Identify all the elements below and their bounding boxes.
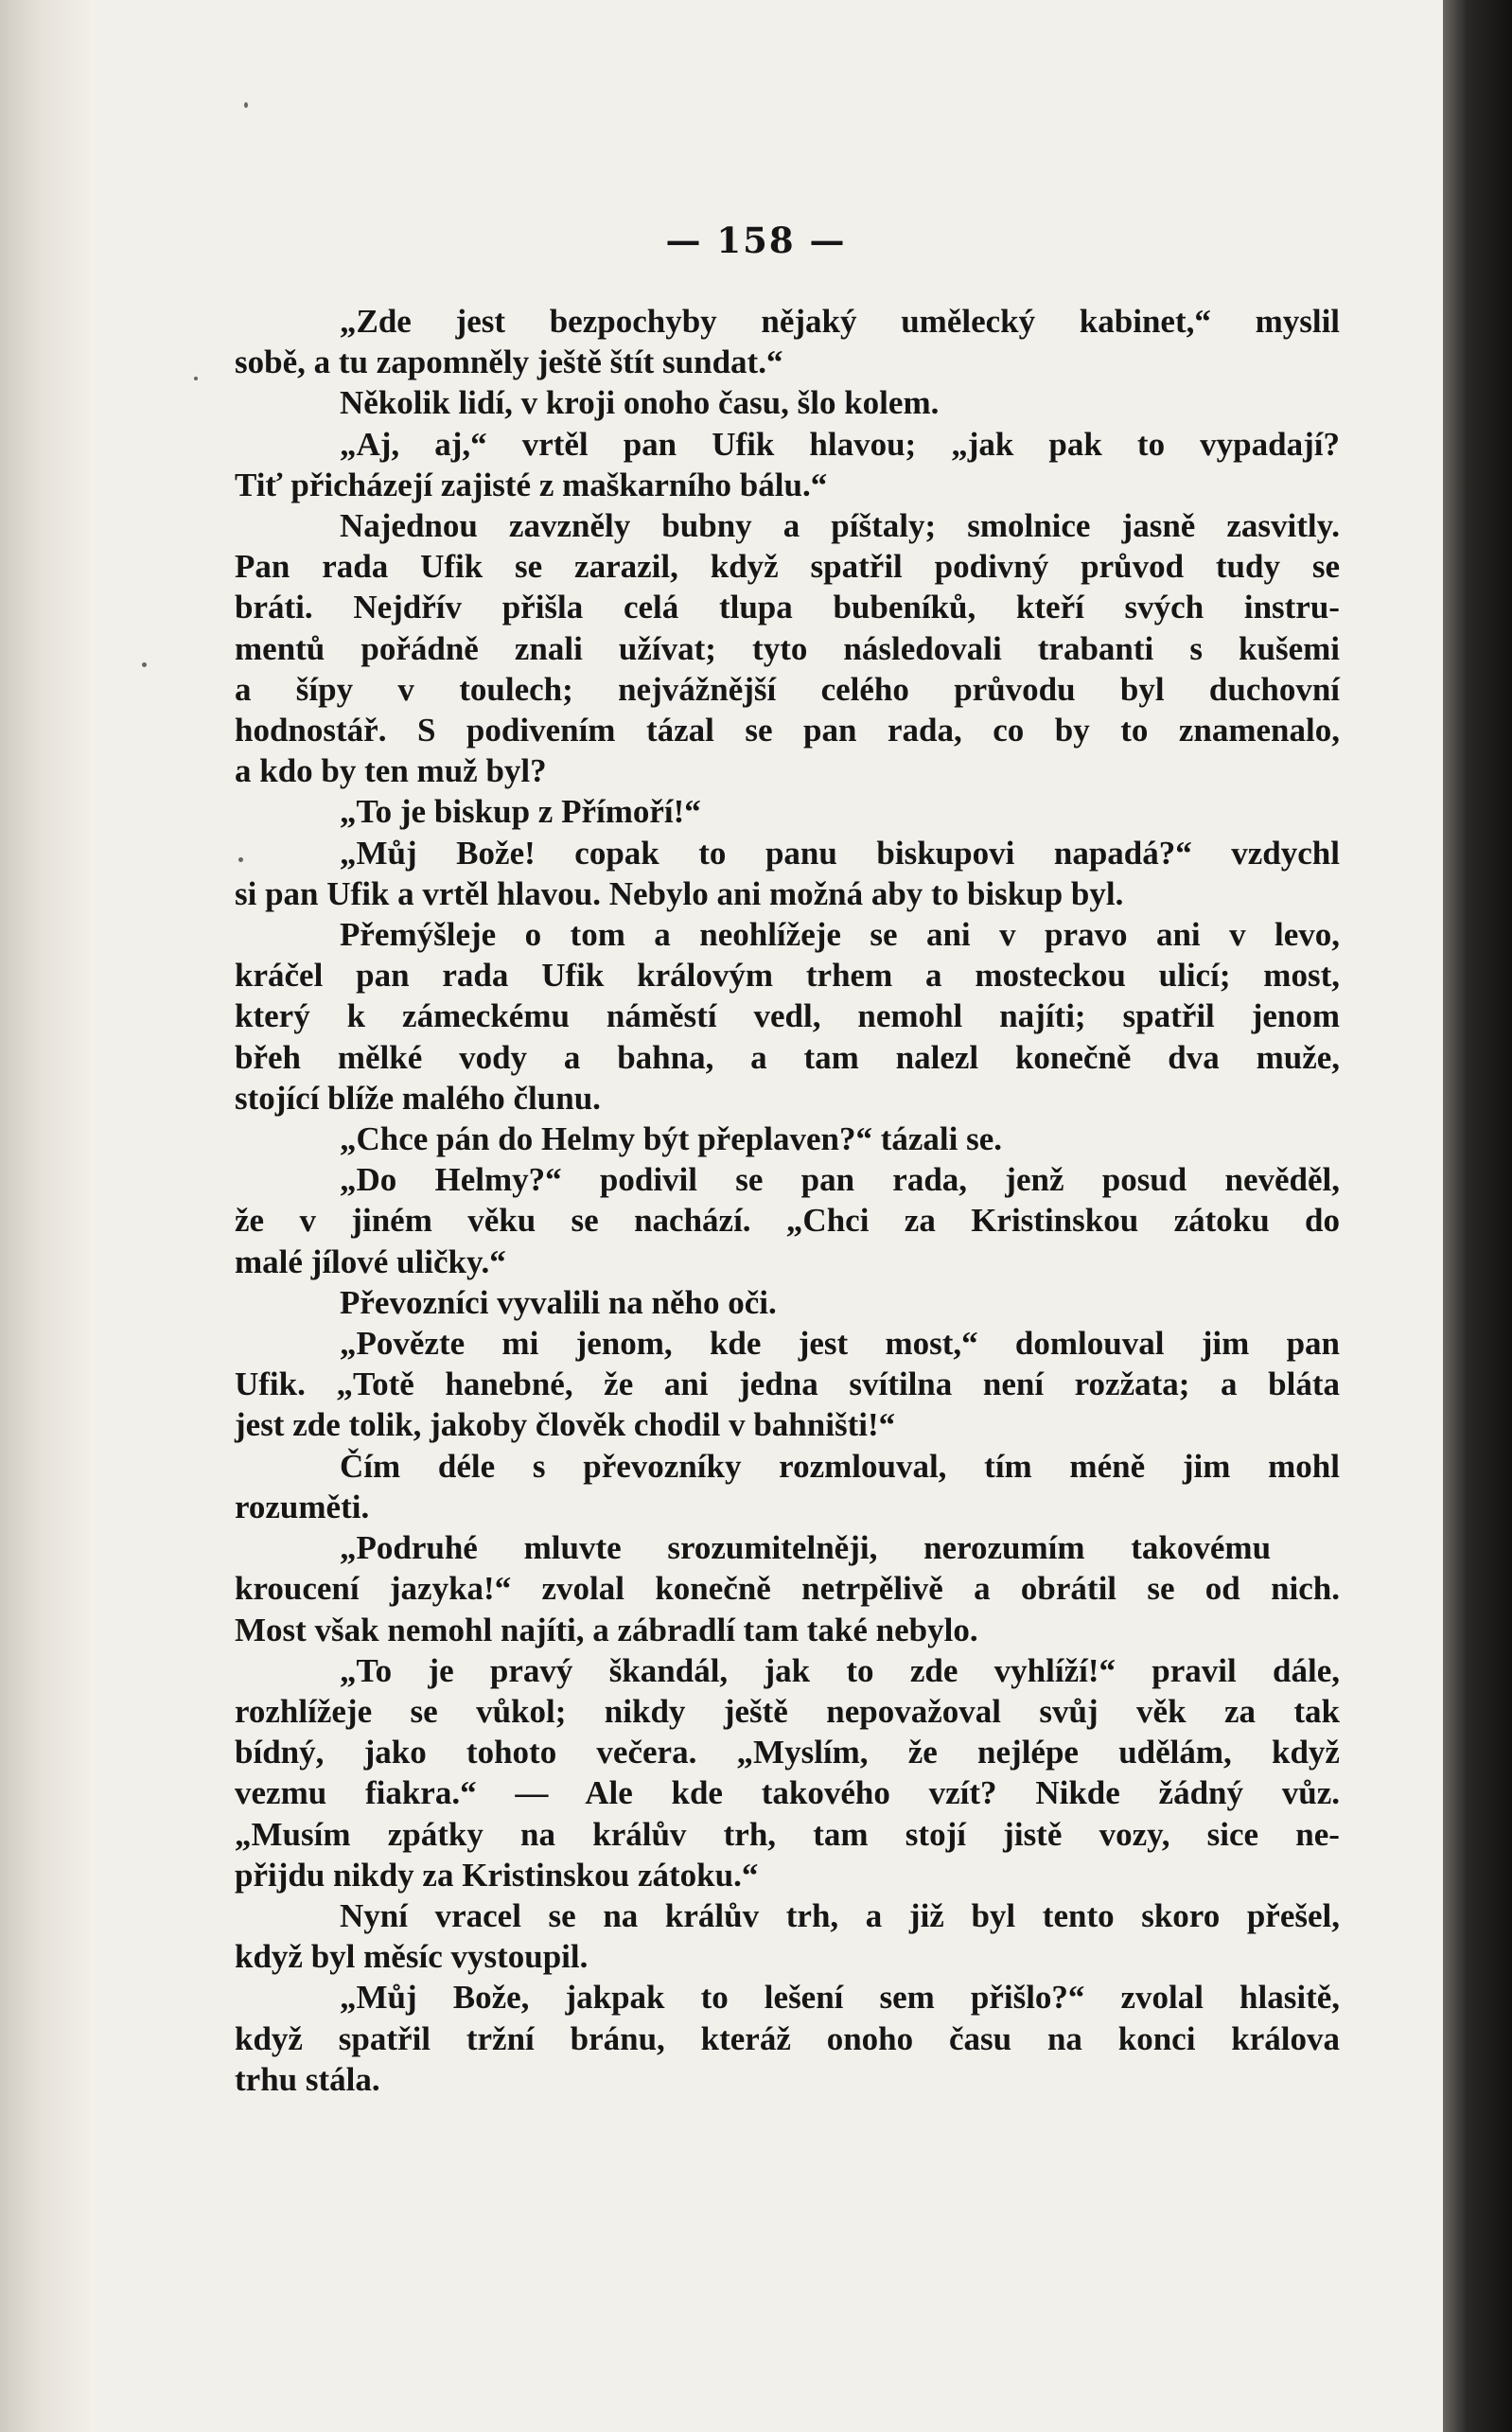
text-line: Ufik. „Totě hanebné, že ani jedna svítilna není rozžata; a bláta — [235, 1366, 1340, 1403]
text-line: kráčel pan rada Ufik královým trhem a mosteckou ulicí; most, — [235, 957, 1340, 995]
text-line: „Podruhé mluvte srozumitelněji, nerozumím takovému — [340, 1529, 1272, 1567]
text-line: „Zde jest bezpochyby nějaký umělecký kabinet,“ myslil — [340, 303, 1341, 340]
text-line: a šípy v toulech; nejvážnější celého průvodu byl duchovní — [235, 670, 1341, 708]
text-line: když spatřil tržní bránu, kteráž onoho času na konci králova — [235, 2019, 1340, 2057]
page-number: — 158 — — [665, 220, 847, 261]
text-line: Čím déle s převozníky rozmlouval, tím méně jim mohl — [340, 1447, 1340, 1485]
text-line: když byl měsíc vystoupil. — [235, 1938, 589, 1976]
paper-speck — [142, 662, 147, 667]
text-line: hodnostář. S podivením tázal se pan rada, co by to znamenalo, — [235, 712, 1340, 749]
paper-speck — [244, 102, 248, 108]
text-line: „To je biskup z Přímoří!“ — [340, 793, 701, 831]
text-line: Nyní vracel se na králův trh, a již byl tento skoro přešel, — [340, 1896, 1341, 1934]
text-line: malé jílové uličky.“ — [235, 1242, 506, 1280]
text-line: „Aj, aj,“ vrtěl pan Ufik hlavou; „jak pak to vypadají? — [340, 425, 1340, 463]
text-line: sobě, a tu zapomněly ještě štít sundat.“ — [235, 344, 783, 381]
text-line: Přemýšleje o tom a neohlížeje se ani v pravo ani v levo, — [340, 916, 1341, 954]
text-line: „Můj Bože! copak to panu biskupovi napadá?“ vzdychl — [340, 834, 1341, 872]
text-line: že v jiném věku se nachází. „Chci za Kristinskou zátoku do — [235, 1202, 1341, 1240]
text-line: rozuměti. — [235, 1488, 370, 1525]
text-line: mentů pořádně znali užívat; tyto následovali trabanti s kušemi — [235, 629, 1341, 667]
text-line: a kdo by ten muž byl? — [235, 752, 547, 790]
text-line: který k zámeckému náměstí vedl, nemohl najíti; spatřil jenom — [235, 997, 1341, 1035]
text-line: rozhlížeje se vůkol; nikdy ještě nepovažoval svůj věk za tak — [235, 1692, 1341, 1730]
text-line: stojící blíže malého člunu. — [235, 1079, 601, 1117]
text-line: trhu stála. — [235, 2060, 380, 2098]
text-line: Převozníci vyvalili na něho oči. — [340, 1283, 777, 1321]
page-margin-left — [0, 0, 90, 2432]
body-text — [235, 301, 1340, 2100]
text-line: „Do Helmy?“ podivil se pan rada, jenž posud nevěděl, — [340, 1161, 1340, 1199]
text-line: Pan rada Ufik se zarazil, když spatřil podivný průvod tudy se — [235, 548, 1341, 586]
scan-dark-edge — [1443, 0, 1512, 2432]
text-line: bráti. Nejdřív přišla celá tlupa bubeníků, kteří svých instru- — [235, 589, 1340, 626]
text-line: „To je pravý škandál, jak to zde vyhlíží!“ pravil dále, — [340, 1651, 1340, 1689]
text-line: přijdu nikdy za Kristinskou zátoku.“ — [235, 1856, 759, 1894]
text-line: Najednou zavzněly bubny a píštaly; smolnice jasně zasvitly. — [340, 507, 1340, 545]
text-line: „Povězte mi jenom, kde jest most,“ domlouval jim pan — [340, 1325, 1341, 1363]
text-line: břeh mělké vody a bahna, a tam nalezl konečně dva muže, — [235, 1038, 1341, 1076]
text-line: bídný, jako tohoto večera. „Myslím, že nejlépe udělám, když — [235, 1734, 1340, 1771]
text-line: „Chce pán do Helmy být přeplaven?“ tázali se. — [340, 1120, 1002, 1158]
text-line: Tiť přicházejí zajisté z maškarního bálu.“ — [235, 466, 828, 503]
text-line: vezmu fiakra.“ — Ale kde takového vzít? Nikde žádný vůz. — [235, 1774, 1341, 1812]
text-line: „Můj Bože, jakpak to lešení sem přišlo?“ zvolal hlasitě, — [340, 1979, 1341, 2017]
text-line: si pan Ufik a vrtěl hlavou. Nebylo ani možná aby to biskup byl. — [235, 874, 1124, 912]
text-line: jest zde tolik, jakoby člověk chodil v bahništi!“ — [235, 1406, 896, 1444]
paper-speck — [194, 377, 198, 380]
text-line: Několik lidí, v kroji onoho času, šlo kolem. — [340, 384, 940, 422]
text-line: Most však nemohl najíti, a zábradlí tam také nebylo. — [235, 1611, 978, 1648]
text-line: kroucení jazyka!“ zvolal konečně netrpělivě a obrátil se od nich. — [235, 1570, 1341, 1608]
text-line: „Musím zpátky na králův trh, tam stojí jistě vozy, sice ne- — [235, 1815, 1340, 1853]
